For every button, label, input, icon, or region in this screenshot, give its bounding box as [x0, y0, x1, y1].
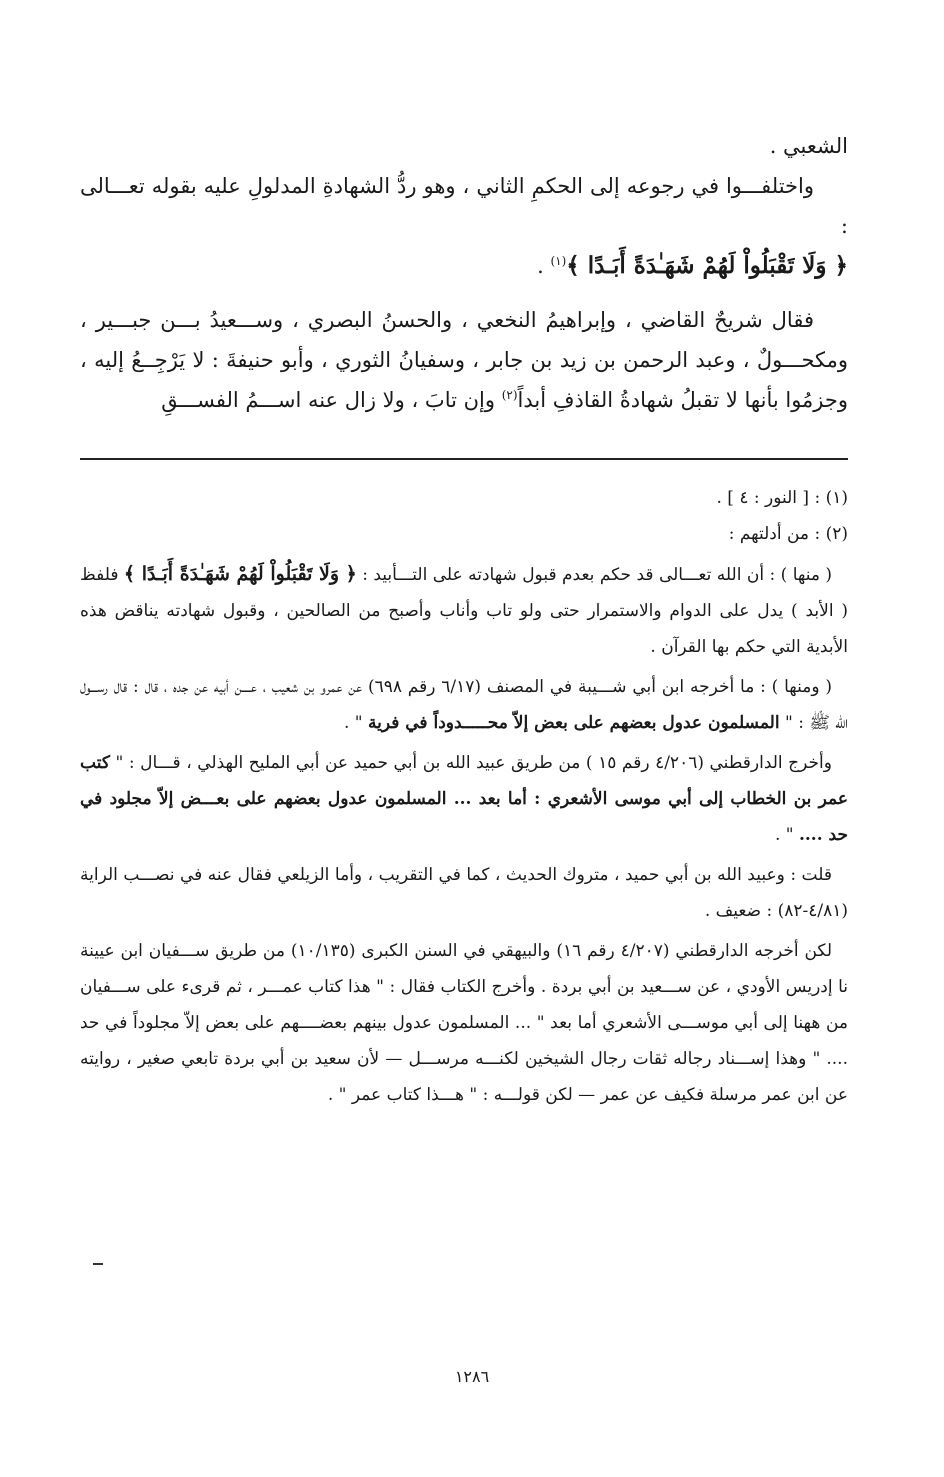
page-number: ١٢٨٦ [454, 1367, 490, 1386]
footnote-2: (٢) : من أدلتهم : [728, 524, 848, 544]
footnote-1: (١) : [ النور : ٤ ] . [716, 488, 848, 508]
evidence-2-text: ( ومنها ) : ما أخرجه ابن أبي شـــيبة في المصنف (٦/١٧ رقم ٦٩٨) عن عمرو بن شعيب ، عــــن أبيه عن جده ، قال : قال رســـول الله ﷺ : " [80, 677, 848, 733]
evidence-1-continuation: فلفظ ( الأبد ) يدل على الدوام والاستمرار حتى ولو تاب وأناب وأصبح من الصالحين ، وقبول شهادته يناقض هذه الأبدية التي حكم بها القرآن . [80, 565, 848, 657]
paragraph-2 [80, 166, 848, 286]
footnote-evidence-3 [80, 745, 848, 853]
footnote-ref-1: (١) [550, 254, 567, 268]
footnote-ref-2: (٢) [501, 388, 518, 402]
hadith-text: المسلمون عدول بعضهم على بعض إلاّ محـــــدوداً في فرية [367, 713, 780, 733]
footnote-evidence-1 [80, 556, 848, 665]
paragraph-3-continuation: وإن تابَ ، ولا زال عنه اســـمُ الفســـقِ [161, 388, 502, 412]
quran-verse: ﴿ وَلَا تَقْبَلُواْ لَهُمْ شَهَـٰدَةً أَبَـدًا ﴾ [566, 252, 848, 279]
evidence-3-end: " . [774, 825, 799, 845]
dash-mark [93, 1263, 103, 1265]
footnote-comment: قلت : وعبيد الله بن أبي حميد ، متروك الحديث ، كما في التقريب ، وأما الزيلعي فقال عنه في نصـــب الراية (٤/٨١-٨٢) : ضعيف . [80, 865, 848, 921]
paragraph-1-text: الشعبي . [769, 134, 848, 158]
footnote-quran-verse: ﴿ وَلَا تَقْبَلُواْ لَهُمْ شَهَـٰدَةً أَبَـدًا ﴾ [123, 563, 357, 585]
paragraph-2-text: واختلفـــوا في رجوعه إلى الحكمِ الثاني ، وهو ردُّ الشهادةِ المدلولِ عليه بقوله تعـــالى : [80, 174, 848, 238]
paragraph-3-text: فقال شريحٌ القاضي ، وإبراهيمُ النخعي ، والحسنُ البصري ، وســـعيدُ بـــن جبـــير ، ومكحـــولٌ ، وعبد الرحمن بن زيد بن جابر ، وسفيانُ الثوري ، وأبو حنيفةَ : لا يَرْجِــعُ إليه ، وجزمُوا بأنها لا تقبلُ شهادةُ القاذفِ أبداً [80, 308, 848, 412]
evidence-2-end: " . [343, 713, 368, 733]
paragraph-1 [80, 126, 848, 166]
letter-text: كتب عمر بن الخطاب إلى أبي موسى الأشعري : أما بعد ... المسلمون عدول بعضهم على بعـــض إلاّ مجلود في حد .... [80, 753, 848, 845]
evidence-3-text: وأخرج الدارقطني (٤/٢٠٦ رقم ١٥ ) من طريق عبيد الله بن أبي حميد عن أبي المليح الهذلي ، قـــال : " [109, 753, 832, 773]
footnotes [80, 480, 848, 1113]
main-text [80, 126, 848, 420]
paragraph-2-end: . [537, 254, 551, 278]
evidence-1-text: ( منها ) : أن الله تعـــالى قد حكم بعدم قبول شهادته على التـــأبيد : [356, 565, 832, 585]
paragraph-3 [80, 300, 848, 420]
footnote-comment-2: لكن أخرجه الدارقطني (٤/٢٠٧ رقم ١٦) والبيهقي في السنن الكبرى (١٠/١٣٥) من طريق ســـفيان ابن عيينة نا إدريس الأودي ، عن ســـعيد بن أبي بردة . وأخرج الكتاب فقال : " هذا كتاب عمـــر ، ثم قرىء على ســـفيان من ههنا إلى أبي موســـى الأشعري أما بعد " ... المسلمون عدول بينهم بعضــــهم على بعض إلاّ مجلوداً في حد .... " وهذا إســـناد رجاله ثقات رجال الشيخين لكنـــه مرســـل — لأن سعيد بن أبي بردة تابعي صغير ، روايته عن ابن عمر مرسلة فكيف عن عمر — لكن قولـــه : " هـــذا كتاب عمر " . [80, 941, 848, 1105]
footnote-evidence-2 [80, 669, 848, 741]
footnote-separator [80, 458, 848, 460]
